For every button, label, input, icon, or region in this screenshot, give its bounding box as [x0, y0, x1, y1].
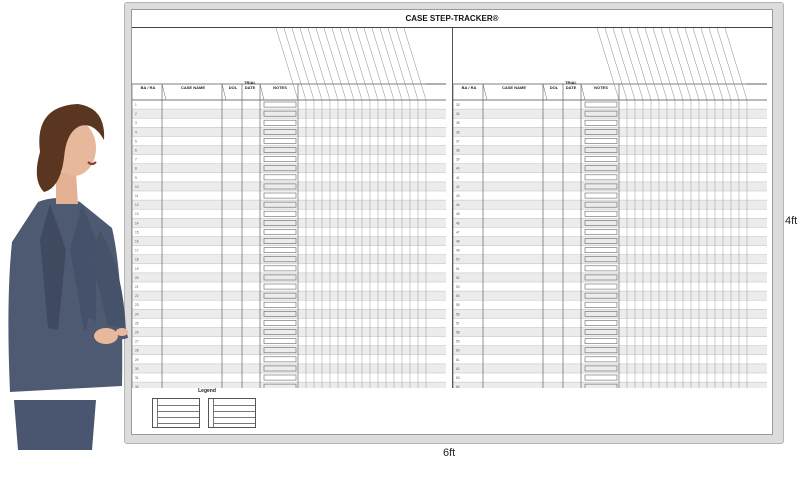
table-row-shade: [453, 273, 767, 282]
notes-box: [264, 357, 296, 362]
table-row-shade: [453, 182, 767, 191]
row-number: 28: [135, 348, 139, 353]
table-row-shade: [453, 382, 767, 388]
notes-box: [264, 375, 296, 380]
table-row-shade: [453, 291, 767, 300]
row-number: 27: [135, 339, 139, 344]
notes-box: [585, 102, 617, 107]
row-number: 11: [135, 194, 139, 198]
row-number: 51: [456, 266, 460, 271]
notes-box: [264, 284, 296, 289]
row-number: 32: [135, 385, 139, 388]
row-number: 36: [456, 130, 460, 135]
step-header-diagonal: [316, 28, 338, 100]
row-number: 38: [456, 148, 460, 153]
row-number: 49: [456, 248, 460, 253]
row-number: 20: [135, 275, 139, 280]
table-row-shade: [453, 364, 767, 373]
whiteboard-surface: [131, 9, 773, 435]
row-number: 18: [135, 257, 139, 262]
step-header-diagonal: [364, 28, 386, 100]
tracker-section-left: [132, 28, 453, 388]
table-row-shade: [132, 328, 446, 337]
table-row-shade: [132, 255, 446, 264]
table-row-shade: [132, 109, 446, 118]
column-header-trial-date: TRIAL DATE: [565, 80, 577, 90]
row-number: 19: [135, 266, 139, 271]
table-row-shade: [132, 200, 446, 209]
row-number: 13: [135, 212, 139, 217]
notes-box: [264, 229, 296, 234]
table-row-shade: [132, 146, 446, 155]
row-number: 39: [456, 157, 460, 162]
notes-box: [585, 138, 617, 143]
step-header-diagonal: [701, 28, 723, 100]
row-number: 5: [135, 139, 137, 144]
step-header-diagonal: [388, 28, 410, 100]
table-row-shade: [132, 364, 446, 373]
table-row-shade: [453, 237, 767, 246]
table-row-shade: [453, 255, 767, 264]
height-dimension-label: 4ft: [785, 215, 798, 227]
notes-box: [264, 266, 296, 271]
table-row-shade: [132, 164, 446, 173]
row-number: 40: [456, 166, 460, 171]
row-number: 31: [135, 376, 139, 380]
row-number: 59: [456, 339, 460, 344]
notes-box: [585, 120, 617, 125]
step-header-diagonal: [356, 28, 378, 100]
row-number: 47: [456, 230, 460, 235]
step-header-diagonal: [669, 28, 691, 100]
step-header-diagonal: [324, 28, 346, 100]
row-number: 55: [456, 303, 460, 308]
table-row-shade: [453, 328, 767, 337]
row-number: 58: [456, 330, 460, 335]
notes-box: [585, 320, 617, 325]
row-number: 56: [456, 312, 460, 317]
notes-box: [264, 193, 296, 198]
row-number: 23: [135, 303, 139, 308]
column-header-case-name: CASE NAME: [501, 85, 526, 90]
row-number: 33: [456, 103, 460, 107]
row-number: 16: [135, 239, 139, 244]
table-row-shade: [453, 127, 767, 136]
notes-box: [264, 102, 296, 107]
notes-box: [585, 157, 617, 162]
notes-box: [585, 302, 617, 307]
table-row-shade: [132, 273, 446, 282]
notes-box: [264, 339, 296, 344]
notes-box: [585, 211, 617, 216]
legend-box-left: [152, 398, 200, 428]
step-header-diagonal: [621, 28, 643, 100]
row-number: 60: [456, 348, 460, 353]
step-header-diagonal: [396, 28, 418, 100]
row-number: 1: [135, 103, 137, 107]
notes-box: [264, 157, 296, 162]
row-number: 30: [135, 366, 139, 371]
step-header-diagonal: [653, 28, 675, 100]
notes-box: [264, 211, 296, 216]
step-header-diagonal: [685, 28, 707, 100]
row-number: 21: [135, 285, 139, 289]
row-number: 37: [456, 139, 460, 144]
column-header-case-name: CASE NAME: [180, 85, 205, 90]
row-number: 45: [456, 212, 460, 217]
row-number: 9: [135, 175, 137, 180]
table-row-shade: [453, 164, 767, 173]
notes-box: [585, 229, 617, 234]
row-number: 57: [456, 321, 460, 326]
row-number: 61: [456, 357, 460, 362]
row-number: 8: [135, 166, 137, 171]
notes-box: [585, 339, 617, 344]
row-number: 22: [135, 294, 139, 299]
row-number: 25: [135, 321, 139, 326]
step-header-diagonal: [340, 28, 362, 100]
notes-box: [585, 248, 617, 253]
column-header-dol: DOL: [228, 85, 238, 90]
table-row-shade: [453, 109, 767, 118]
step-header-diagonal: [629, 28, 651, 100]
notes-box: [264, 138, 296, 143]
table-row-shade: [132, 182, 446, 191]
notes-box: [585, 193, 617, 198]
row-number: 4: [135, 130, 137, 135]
step-header-diagonal: [693, 28, 715, 100]
column-header-ba-ra: BA / RA: [140, 85, 156, 90]
row-number: 41: [456, 175, 460, 180]
table-row-shade: [453, 346, 767, 355]
step-header-diagonal: [380, 28, 402, 100]
row-number: 64: [456, 385, 460, 388]
table-row-shade: [132, 346, 446, 355]
row-number: 44: [456, 203, 460, 208]
row-number: 43: [456, 194, 460, 198]
table-row-shade: [132, 218, 446, 227]
row-number: 12: [135, 203, 139, 208]
table-row-shade: [132, 237, 446, 246]
column-header-notes: NOTES: [594, 85, 608, 90]
row-number: 17: [135, 248, 139, 253]
step-header-diagonal: [677, 28, 699, 100]
legend-title: Legend: [198, 388, 216, 394]
step-header-diagonal: [709, 28, 731, 100]
row-number: 29: [135, 357, 139, 362]
step-header-diagonal: [372, 28, 394, 100]
notes-box: [264, 302, 296, 307]
row-number: 10: [135, 184, 139, 189]
notes-box: [585, 175, 617, 180]
notes-box: [585, 357, 617, 362]
notes-box: [585, 375, 617, 380]
presenter-figure: [0, 100, 140, 450]
table-row-shade: [132, 309, 446, 318]
row-number: 3: [135, 121, 137, 126]
row-number: 62: [456, 366, 460, 371]
step-header-diagonal: [637, 28, 659, 100]
row-number: 53: [456, 285, 460, 289]
table-row-shade: [453, 200, 767, 209]
column-header-trial-date: TRIAL DATE: [244, 80, 256, 90]
column-header-notes: NOTES: [273, 85, 287, 90]
row-number: 24: [135, 312, 139, 317]
tracker-section-right: [453, 28, 774, 388]
row-number: 42: [456, 184, 460, 189]
row-number: 7: [135, 157, 137, 162]
step-header-diagonal: [332, 28, 354, 100]
legend-box-right: [208, 398, 256, 428]
row-number: 26: [135, 330, 139, 335]
table-row-shade: [132, 127, 446, 136]
row-number: 54: [456, 294, 460, 299]
width-dimension-label: 6ft: [443, 447, 456, 459]
table-row-shade: [453, 218, 767, 227]
row-number: 14: [135, 221, 139, 226]
table-row-shade: [132, 291, 446, 300]
row-number: 6: [135, 148, 137, 153]
step-header-diagonal: [404, 28, 426, 100]
row-number: 48: [456, 239, 460, 244]
row-number: 52: [456, 275, 460, 280]
tracker-grid-left: [132, 28, 453, 388]
step-header-diagonal: [661, 28, 683, 100]
table-row-shade: [453, 309, 767, 318]
row-number: 35: [456, 121, 460, 126]
row-number: 63: [456, 376, 460, 380]
column-header-dol: DOL: [549, 85, 559, 90]
row-number: 34: [456, 112, 460, 117]
notes-box: [264, 248, 296, 253]
row-number: 2: [135, 112, 137, 117]
notes-box: [585, 266, 617, 271]
column-header-ba-ra: BA / RA: [461, 85, 477, 90]
step-header-diagonal: [725, 28, 747, 100]
notes-box: [585, 284, 617, 289]
step-header-diagonal: [308, 28, 330, 100]
notes-box: [264, 175, 296, 180]
row-number: 46: [456, 221, 460, 226]
table-row-shade: [453, 146, 767, 155]
board-title: CASE STEP-TRACKER®: [132, 10, 772, 28]
step-header-diagonal: [300, 28, 322, 100]
notes-box: [264, 320, 296, 325]
row-number: 50: [456, 257, 460, 262]
tracker-grid-right: [453, 28, 774, 388]
legend: [142, 388, 272, 430]
step-header-diagonal: [717, 28, 739, 100]
row-number: 15: [135, 230, 139, 235]
step-header-diagonal: [645, 28, 667, 100]
step-header-diagonal: [348, 28, 370, 100]
notes-box: [264, 120, 296, 125]
